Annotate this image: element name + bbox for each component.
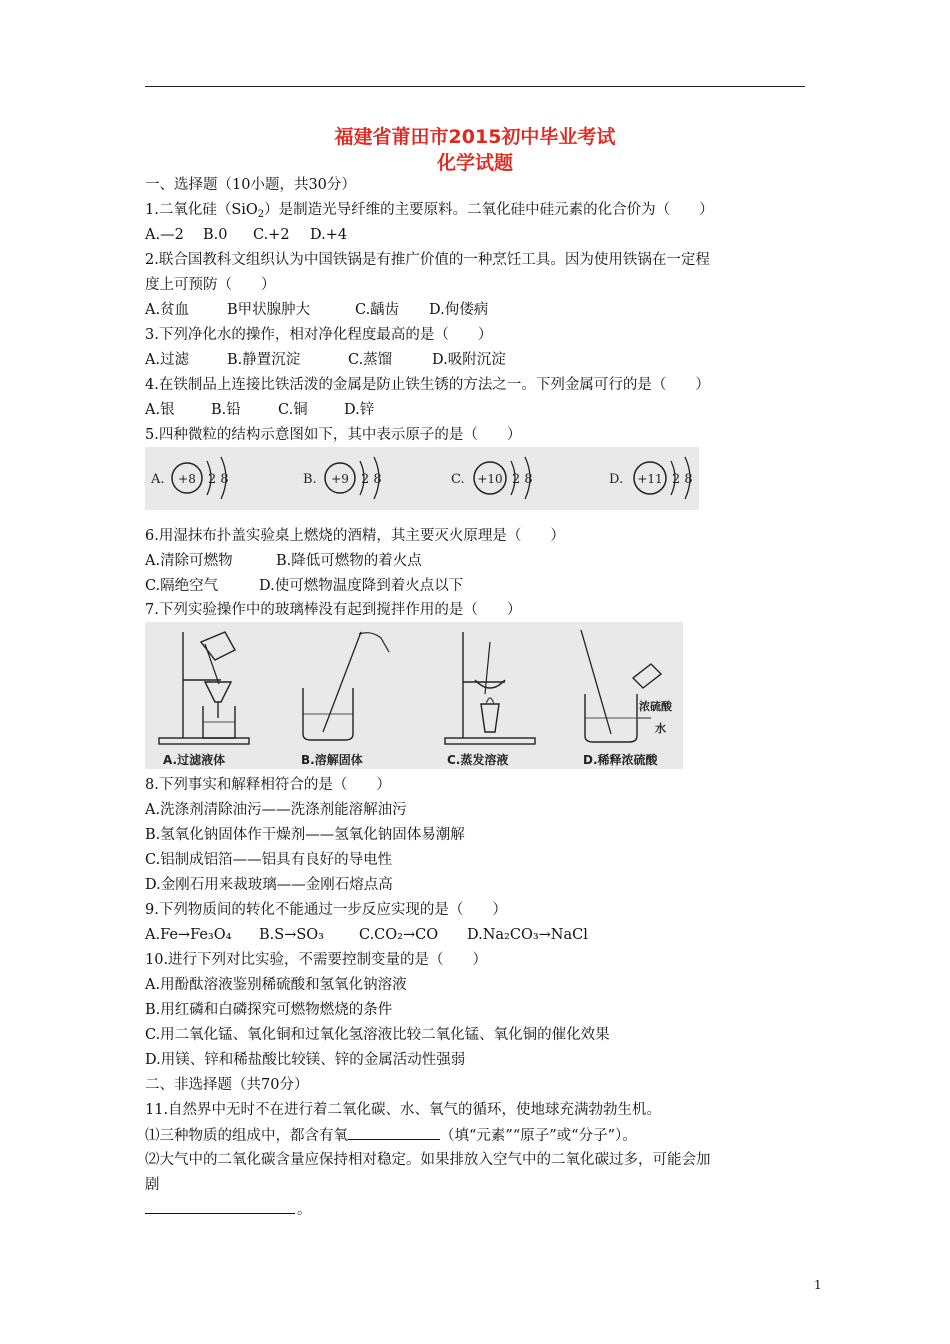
question-6-options-row1 (145, 551, 422, 571)
question-10-option-a: A.用酚酞溶液鉴别稀硫酸和氢氧化钠溶液 (145, 977, 407, 993)
particle-c-label: C. (451, 472, 465, 487)
option-a: A.—2 (145, 227, 184, 243)
question-1-stem (145, 200, 714, 225)
option-d: D.使可燃物温度降到着火点以下 (259, 578, 464, 594)
q11-part1-text: ⑴三种物质的组成中，都含有氧 (145, 1128, 348, 1144)
page-number: 1 (814, 1278, 822, 1292)
caption-c: C.蒸发溶液 (447, 753, 509, 767)
acid-label: 浓硫酸 (639, 700, 672, 713)
particle-c-shells: 2 8 (512, 472, 533, 487)
option-b: B.S→SO₃ (259, 927, 324, 943)
question-4-options (145, 400, 374, 420)
option-b: B.降低可燃物的着火点 (276, 553, 422, 569)
option-a: A.贫血 (145, 302, 190, 318)
question-2-options (145, 300, 488, 320)
answer-blank[interactable] (348, 1125, 440, 1140)
option-c: C.铜 (278, 402, 308, 418)
particle-b-nucleus: +9 (331, 472, 349, 486)
question-3-options (145, 350, 506, 370)
particle-c-nucleus: +10 (477, 472, 503, 486)
question-9-stem: 9.下列物质间的转化不能通过一步反应实现的是（ ） (145, 902, 507, 918)
particle-d-shells: 2 8 (672, 472, 693, 487)
page-title: 福建省莆田市2015初中毕业考试 (334, 126, 616, 148)
section-heading-choice: 一、选择题（10小题，共30分） (145, 177, 356, 193)
particle-a-label: A. (151, 472, 165, 487)
question-10-stem: 10.进行下列对比实验，不需要控制变量的是（ ） (145, 952, 488, 968)
option-d: D.吸附沉淀 (432, 352, 506, 368)
option-d: D.Na₂CO₃→NaCl (467, 927, 588, 943)
option-d: D.+4 (310, 227, 348, 243)
caption-a: A.过滤液体 (163, 753, 226, 767)
question-8-option-a: A.洗涤剂清除油污——洗涤剂能溶解油污 (145, 802, 407, 818)
option-c: C.蒸馏 (348, 352, 393, 368)
question-11-part2-cont: 剧 (145, 1177, 160, 1193)
question-8-stem: 8.下列事实和解释相符合的是（ ） (145, 777, 391, 793)
question-3-stem: 3.下列净化水的操作，相对净化程度最高的是（ ） (145, 327, 493, 343)
question-10-option-b: B.用红磷和白磷探究可燃物燃烧的条件 (145, 1002, 393, 1018)
particle-d-nucleus: +11 (637, 472, 663, 486)
page-subtitle: 化学试题 (436, 152, 513, 174)
particle-a-nucleus: +8 (178, 472, 196, 486)
q1-subscript: 2 (257, 209, 265, 220)
option-a: A.银 (145, 402, 175, 418)
option-c: C.隔绝空气 (145, 578, 219, 594)
question-8-option-b: B.氢氧化钠固体作干燥剂——氢氧化钠固体易潮解 (145, 827, 465, 843)
option-c: C.龋齿 (355, 302, 400, 318)
top-rule (145, 86, 805, 87)
q1-stem-part: 1.二氧化硅（SiO (145, 202, 258, 218)
water-label: 水 (655, 722, 666, 735)
option-c: C.CO₂→CO (359, 927, 439, 943)
caption-b: B.溶解固体 (301, 753, 363, 767)
option-a: A.清除可燃物 (145, 553, 233, 569)
option-b: B.静置沉淀 (227, 352, 301, 368)
question-4-stem: 4.在铁制品上连接比铁活泼的金属是防止铁生锈的方法之一。下列金属可行的是（ ） (145, 377, 710, 393)
question-6-stem: 6.用湿抹布扑盖实验桌上燃烧的酒精，其主要灭火原理是（ ） (145, 528, 565, 544)
question-11-stem: 11.自然界中无时不在进行着二氧化碳、水、氧气的循环，使地球充满勃勃生机。 (145, 1102, 662, 1118)
option-c: C.+2 (253, 227, 290, 243)
option-b: B甲状腺肿大 (227, 302, 311, 318)
particle-diagrams (145, 447, 699, 510)
question-5-stem: 5.四种微粒的结构示意图如下，其中表示原子的是（ ） (145, 427, 522, 443)
option-d: D.佝偻病 (429, 302, 489, 318)
particle-b-shells: 2 8 (361, 472, 382, 487)
particle-a-shells: 2 8 (208, 472, 229, 487)
question-2-stem: 2.联合国教科文组织认为中国铁锅是有推广价值的一种烹饪工具。因为使用铁锅在一定程 (145, 252, 710, 268)
lab-operations-figure (145, 622, 683, 769)
question-11-part2-end: 。 (297, 1202, 312, 1218)
q11-part1-hint: （填“元素”“原子”或“分子”）。 (440, 1128, 637, 1144)
question-10-option-d: D.用镁、锌和稀盐酸比较镁、锌的金属活动性强弱 (145, 1052, 466, 1068)
section-heading-nonchoice: 二、非选择题（共70分） (145, 1077, 309, 1093)
stand-base (159, 738, 249, 744)
question-8-option-d: D.金刚石用来裁玻璃——金刚石熔点高 (145, 877, 393, 893)
particle-d-label: D. (609, 472, 624, 487)
question-8-option-c: C.铝制成铝箔——铝具有良好的导电性 (145, 852, 393, 868)
question-10-option-c: C.用二氧化锰、氧化铜和过氧化氢溶液比较二氧化锰、氧化铜的催化效果 (145, 1027, 610, 1043)
caption-d: D.稀释浓硫酸 (583, 753, 658, 767)
particle-b-label: B. (303, 472, 317, 487)
option-d: D.锌 (344, 402, 375, 418)
lab-diagrams (145, 622, 683, 769)
question-6-options-row2 (145, 576, 463, 596)
question-9-options (145, 925, 588, 945)
question-7-stem: 7.下列实验操作中的玻璃棒没有起到搅拌作用的是（ ） (145, 602, 522, 618)
option-b: B.0 (203, 227, 228, 243)
question-11-part1 (145, 1125, 637, 1146)
particle-structure-figure (145, 447, 699, 510)
answer-blank-long[interactable] (145, 1213, 295, 1214)
option-b: B.铅 (211, 402, 241, 418)
question-11-part2: ⑵大气中的二氧化碳含量应保持相对稳定。如果排放入空气中的二氧化碳过多，可能会加 (145, 1152, 711, 1168)
question-2-stem-cont: 度上可预防（ ） (145, 277, 276, 293)
question-1-options (145, 225, 347, 245)
option-a: A.过滤 (145, 352, 190, 368)
q1-stem-part: ）是制造光导纤维的主要原料。二氧化硅中硅元素的化合价为（ ） (264, 202, 714, 218)
option-a: A.Fe→Fe₃O₄ (145, 927, 232, 943)
